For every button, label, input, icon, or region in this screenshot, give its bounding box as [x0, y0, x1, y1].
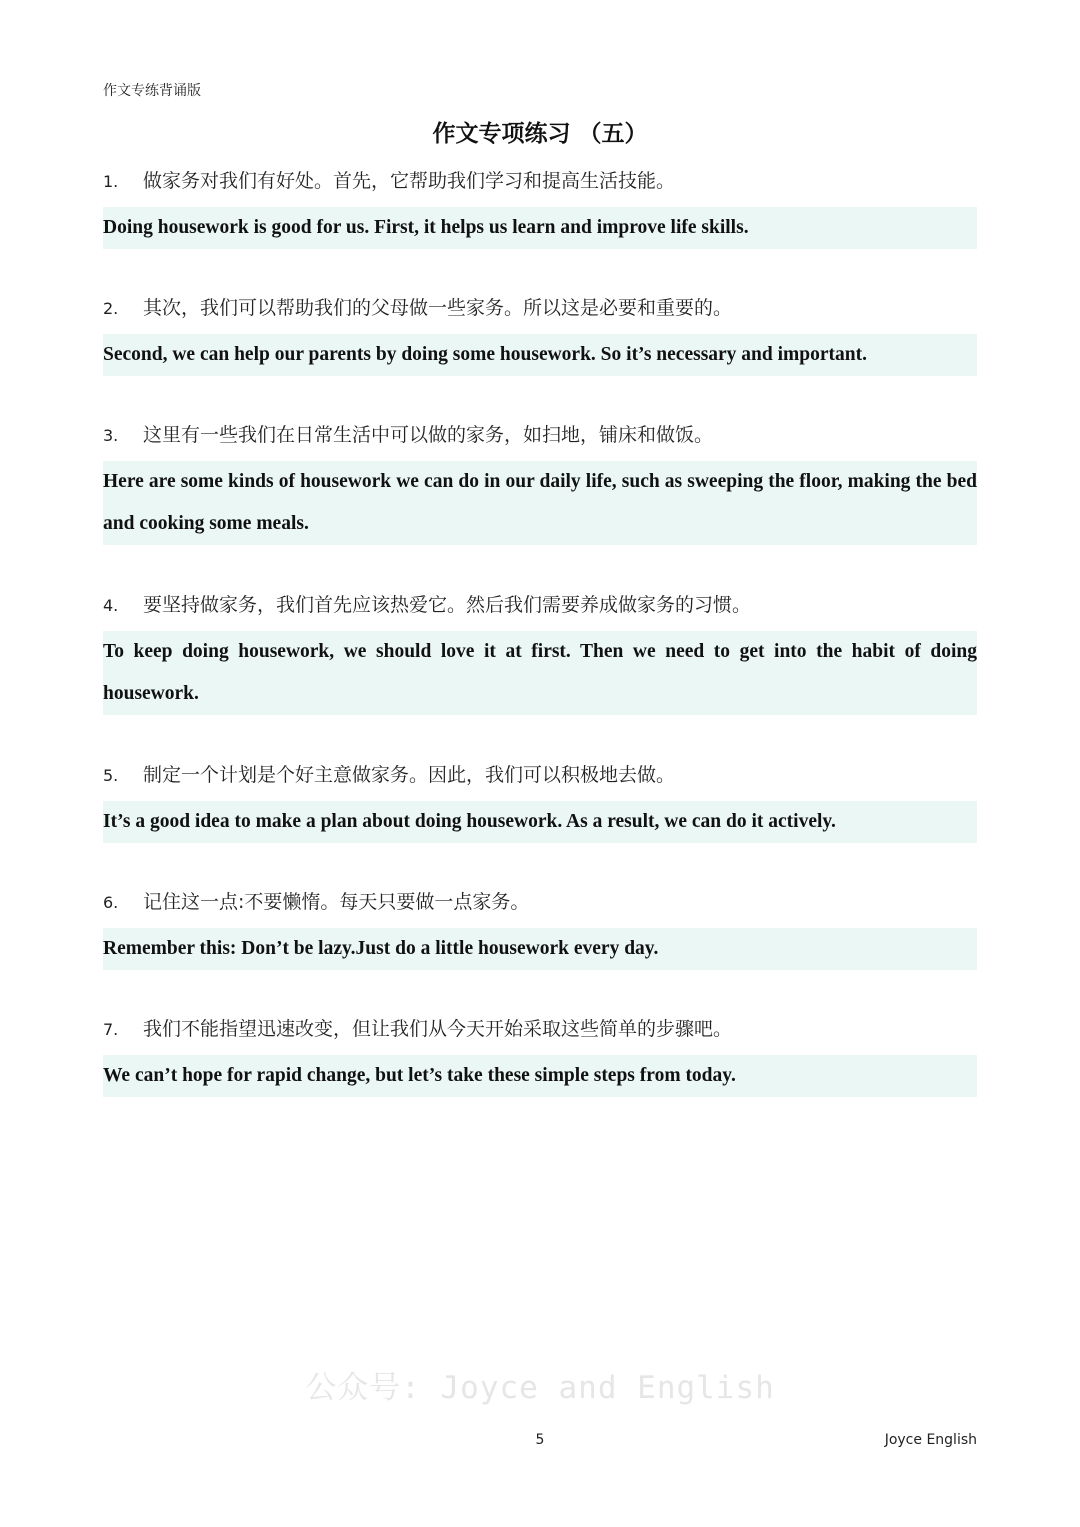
chinese-sentence: [103, 759, 977, 791]
item-number: 6.: [103, 893, 119, 912]
item-number: 3.: [103, 426, 119, 445]
chinese-sentence: [103, 1013, 977, 1045]
english-translation: Second, we can help our parents by doing some housework. So it’s necessary and important.: [103, 334, 977, 376]
english-translation: Doing housework is good for us. First, it helps us learn and improve life skills.: [103, 207, 977, 249]
chinese-text: 其次，我们可以帮助我们的父母做一些家务。所以这是必要和重要的。: [143, 297, 733, 319]
exercise-item-2: [103, 292, 977, 376]
exercise-item-6: [103, 886, 977, 970]
chinese-text: 做家务对我们有好处。首先，它帮助我们学习和提高生活技能。: [143, 170, 676, 192]
chinese-sentence: [103, 419, 977, 451]
item-number: 1.: [103, 172, 119, 191]
page-number: 5: [535, 1432, 545, 1448]
item-number: 7.: [103, 1020, 119, 1039]
exercise-item-4: [103, 589, 977, 715]
watermark: 公众号: Joyce and English: [305, 1370, 775, 1406]
page-title: 作文专项练习 （五）: [432, 121, 648, 147]
chinese-sentence: [103, 886, 977, 918]
english-translation: Remember this: Don’t be lazy.Just do a little housework every day.: [103, 928, 977, 970]
footer-brand: Joyce English: [884, 1432, 977, 1448]
chinese-sentence: [103, 589, 977, 621]
item-number: 5.: [103, 766, 119, 785]
item-number: 2.: [103, 299, 119, 318]
running-header: 作文专练背诵版: [103, 83, 201, 99]
exercise-item-5: [103, 759, 977, 843]
exercise-item-1: [103, 165, 977, 249]
english-translation: It’s a good idea to make a plan about doing housework. As a result, we can do it actively.: [103, 801, 977, 843]
chinese-sentence: [103, 292, 977, 324]
exercise-item-3: [103, 419, 977, 545]
english-translation: We can’t hope for rapid change, but let’s take these simple steps from today.: [103, 1055, 977, 1097]
english-translation: Here are some kinds of housework we can do in our daily life, such as sweeping the floor, making the bed and cooking some meals.: [103, 461, 977, 545]
chinese-text: 制定一个计划是个好主意做家务。因此，我们可以积极地去做。: [143, 764, 676, 786]
chinese-text: 我们不能指望迅速改变，但让我们从今天开始采取这些简单的步骤吧。: [143, 1018, 733, 1040]
chinese-text: 记住这一点:不要懒惰。每天只要做一点家务。: [143, 891, 530, 913]
chinese-text: 这里有一些我们在日常生活中可以做的家务，如扫地，铺床和做饭。: [143, 424, 714, 446]
exercise-item-7: [103, 1013, 977, 1097]
item-number: 4.: [103, 596, 119, 615]
chinese-text: 要坚持做家务，我们首先应该热爱它。然后我们需要养成做家务的习惯。: [143, 594, 752, 616]
english-translation: To keep doing housework, we should love it at first. Then we need to get into the habit of doing housework.: [103, 631, 977, 715]
chinese-sentence: [103, 165, 977, 197]
